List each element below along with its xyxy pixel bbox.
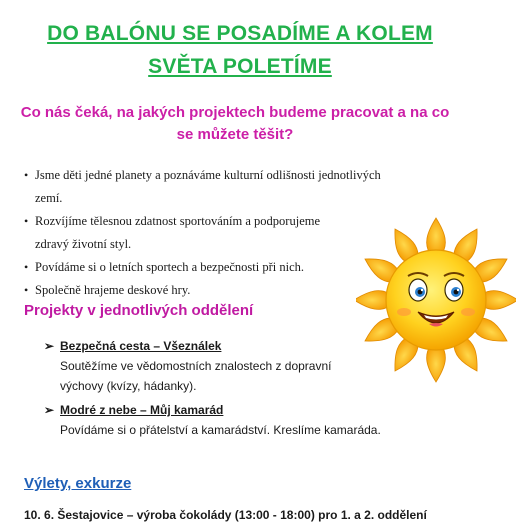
project-desc-line-1: Soutěžíme ve vědomostních znalostech z dopravní (60, 359, 332, 373)
subtitle-line-2: se můžete těšit? (176, 126, 294, 143)
bullet-text: Povídáme si o letních sportech a bezpečnosti při nich. (35, 260, 305, 274)
arrow-right-icon: ➢ (44, 339, 55, 353)
bullet-icon: • (24, 168, 29, 182)
project-title-text: Bezpečná cesta – Všeználek (60, 339, 222, 353)
title-line-1: DO BALÓNU SE POSADÍME A KOLEM (47, 22, 433, 45)
subtitle-line-1: Co nás čeká, na jakých projektech budeme pracovat a na co (20, 104, 450, 121)
bullet-icon: • (24, 283, 29, 297)
projects-heading: Projekty v jednotlivých oddělení (24, 302, 254, 319)
bullet-icon: • (24, 214, 29, 228)
activity-list (26, 164, 386, 302)
title-line-2: SVĚTA POLETÍME (148, 55, 332, 78)
bullet-text: Společně hrajeme deskové hry. (35, 283, 191, 297)
sun-rays (356, 218, 516, 382)
bullet-text: Jsme děti jedné planety a poznáváme kulturní odlišnosti jednotlivých zemí. (35, 168, 381, 205)
bullet-text: Rozvíjíme tělesnou zdatnost sportováním a podporujeme (35, 214, 321, 228)
project-item (44, 336, 404, 396)
project-desc-line-2: výchovy (kvízy, hádanky). (60, 379, 197, 393)
list-item (26, 256, 386, 279)
trip-item: 10. 6. Šestajovice – výroba čokolády (13:00 - 18:00) pro 1. a 2. oddělení (24, 508, 427, 522)
list-item (26, 279, 386, 302)
subtitle (20, 102, 450, 146)
arrow-right-icon: ➢ (44, 403, 55, 417)
smiling-sun-icon (356, 216, 516, 386)
list-item (26, 164, 386, 210)
project-desc-line-1: Povídáme si o přátelství a kamarádství. Kreslíme kamaráda. (60, 423, 381, 437)
list-item (26, 210, 386, 256)
project-title-text: Modré z nebe – Můj kamarád (60, 403, 224, 417)
project-item (44, 400, 404, 440)
project-title (44, 400, 404, 420)
project-title (44, 336, 404, 356)
bullet-text-continued: zdravý životní styl. (35, 237, 132, 251)
trips-heading: Výlety, exkurze (24, 475, 132, 492)
bullet-icon: • (24, 260, 29, 274)
